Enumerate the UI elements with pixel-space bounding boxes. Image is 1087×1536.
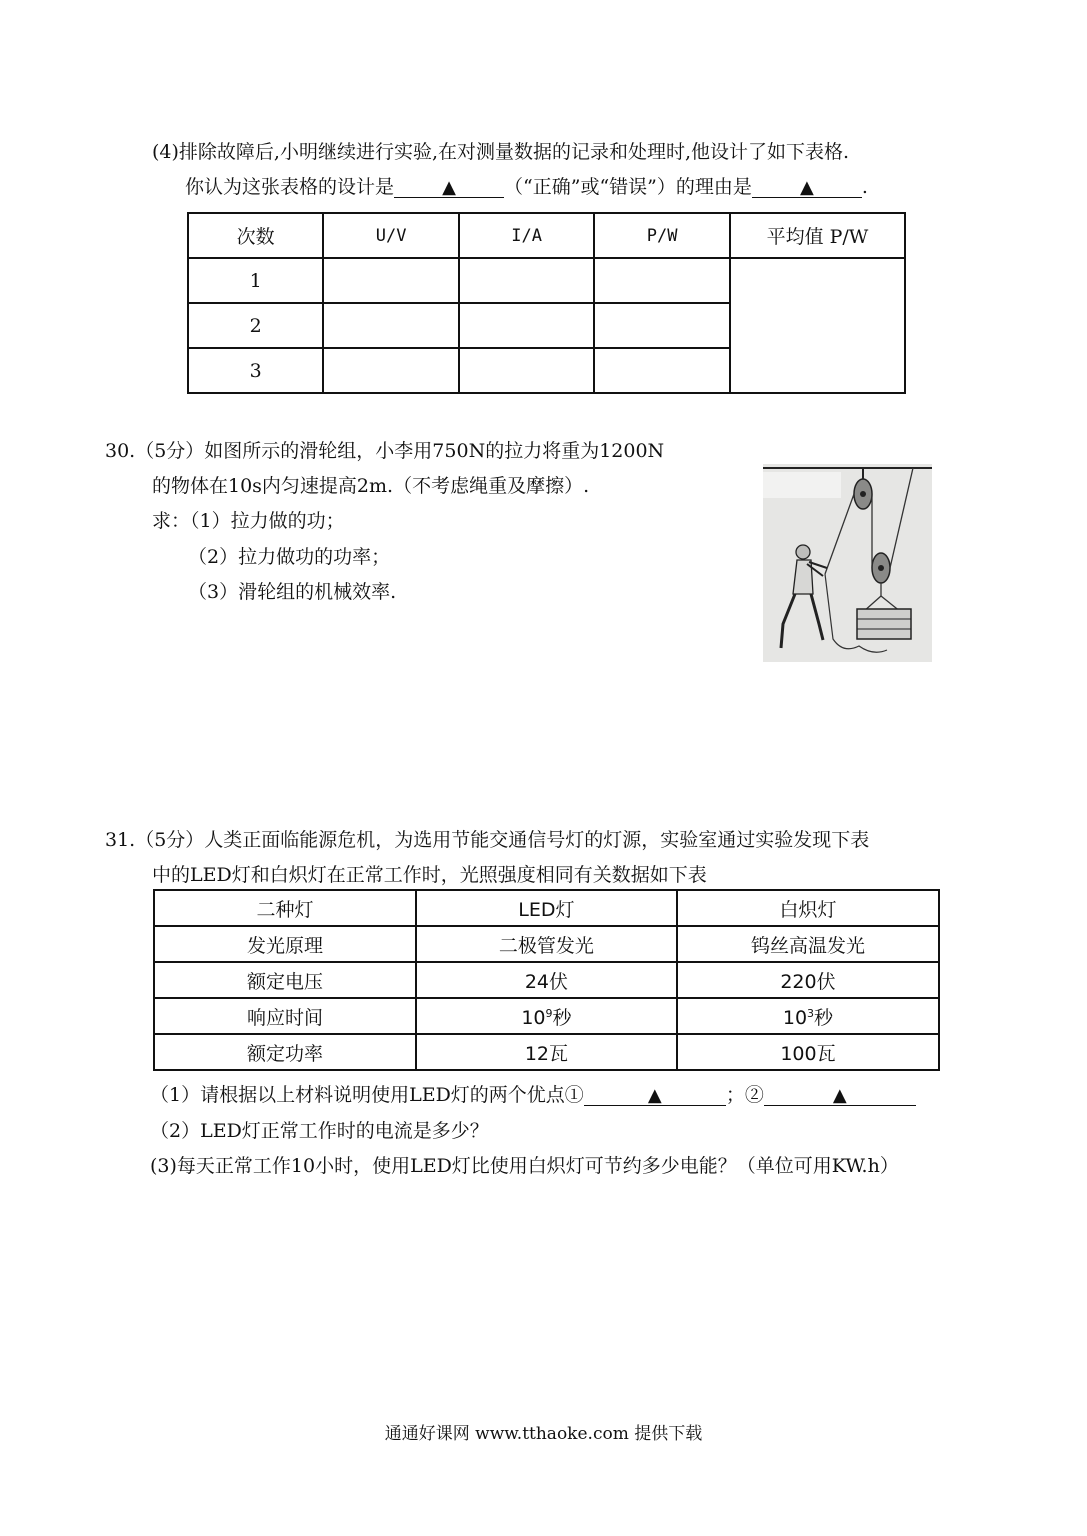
footer-source: 通通好课网 www.tthaoke.com 提供下载	[384, 1424, 703, 1444]
q30-line1: 30.（5分）如图所示的滑轮组，小李用750N的拉力将重为1200N	[105, 440, 665, 462]
q30-line2: 的物体在10s内匀速提高2m.（不考虑绳重及摩擦）.	[152, 475, 590, 497]
table-cell	[459, 303, 595, 348]
led-response-base: 10	[521, 1006, 546, 1029]
q31-part3: (3)每天正常工作10小时，使用LED灯比使用白炽灯可节约多少电能？（单位可用KW.h）	[150, 1155, 899, 1177]
led-response-unit: 秒	[552, 1006, 572, 1029]
q29-4-line2	[185, 175, 868, 199]
header-current: I/A	[459, 213, 595, 258]
triangle-marker-icon: ▲	[647, 1085, 662, 1106]
inc-response-unit: 秒	[814, 1006, 834, 1029]
q31-part1-sep: ；②	[725, 1084, 764, 1106]
table-cell	[323, 348, 459, 393]
period: .	[861, 176, 868, 198]
table-cell	[323, 303, 459, 348]
table-cell	[677, 998, 939, 1034]
pulley-illustration	[763, 464, 932, 662]
q29-4-prompt: 你认为这张表格的设计是	[185, 176, 395, 198]
header-incandescent: 白炽灯	[677, 890, 939, 926]
average-cell	[730, 258, 905, 393]
table-cell	[459, 258, 595, 303]
table-cell	[323, 258, 459, 303]
row-label: 额定电压	[154, 962, 416, 998]
pulley-man-icon	[763, 464, 932, 662]
table-cell	[594, 258, 730, 303]
table-cell: 钨丝高温发光	[677, 926, 939, 962]
row-index: 1	[188, 258, 323, 303]
answer-blank-4[interactable]	[764, 1083, 916, 1106]
row-index: 2	[188, 303, 323, 348]
header-lamp-type: 二种灯	[154, 890, 416, 926]
led-response-exp: 9	[545, 1006, 553, 1020]
header-count: 次数	[188, 213, 323, 258]
table-cell: 24伏	[416, 962, 677, 998]
q31-part1-prompt: （1）请根据以上材料说明使用LED灯的两个优点①	[150, 1084, 584, 1106]
header-power: P/W	[594, 213, 730, 258]
q29-4-line1: (4)排除故障后,小明继续进行实验,在对测量数据的记录和处理时,他设计了如下表格.	[152, 141, 850, 163]
q31-part1	[150, 1083, 916, 1107]
row-label: 响应时间	[154, 998, 416, 1034]
lamp-comparison-table	[153, 889, 940, 1071]
header-led: LED灯	[416, 890, 677, 926]
q31-line1: 31.（5分）人类正面临能源危机，为选用节能交通信号灯的灯源，实验室通过实验发现下表	[105, 829, 870, 851]
q31-line2: 中的LED灯和白炽灯在正常工作时，光照强度相同有关数据如下表	[152, 864, 707, 886]
table-cell	[416, 998, 677, 1034]
triangle-marker-icon: ▲	[442, 177, 456, 198]
q29-4-reason-prompt: （“正确”或“错误”）的理由是	[504, 176, 752, 198]
row-label: 额定功率	[154, 1034, 416, 1070]
q30-line5: （3）滑轮组的机械效率.	[188, 581, 397, 603]
row-label: 发光原理	[154, 926, 416, 962]
row-index: 3	[188, 348, 323, 393]
q31-part2: （2）LED灯正常工作时的电流是多少？	[150, 1120, 489, 1142]
table-cell: 12瓦	[416, 1034, 677, 1070]
table-cell	[459, 348, 595, 393]
measurement-table	[187, 212, 906, 394]
table-cell	[594, 348, 730, 393]
table-cell: 220伏	[677, 962, 939, 998]
inc-response-base: 10	[782, 1006, 808, 1029]
answer-blank-2[interactable]	[752, 175, 862, 198]
table-cell	[594, 303, 730, 348]
header-voltage: U/V	[323, 213, 459, 258]
inc-response-exp: 3	[807, 1006, 815, 1020]
answer-blank-3[interactable]	[584, 1083, 726, 1106]
q30-line4: （2）拉力做功的功率；	[188, 546, 391, 568]
triangle-marker-icon: ▲	[832, 1085, 847, 1106]
q30-line3: 求：（1）拉力做的功；	[152, 510, 345, 532]
triangle-marker-icon: ▲	[799, 177, 814, 198]
table-cell: 100瓦	[677, 1034, 939, 1070]
table-cell: 二极管发光	[416, 926, 677, 962]
header-average-power: 平均值 P/W	[730, 213, 905, 258]
answer-blank-1[interactable]	[394, 175, 504, 198]
